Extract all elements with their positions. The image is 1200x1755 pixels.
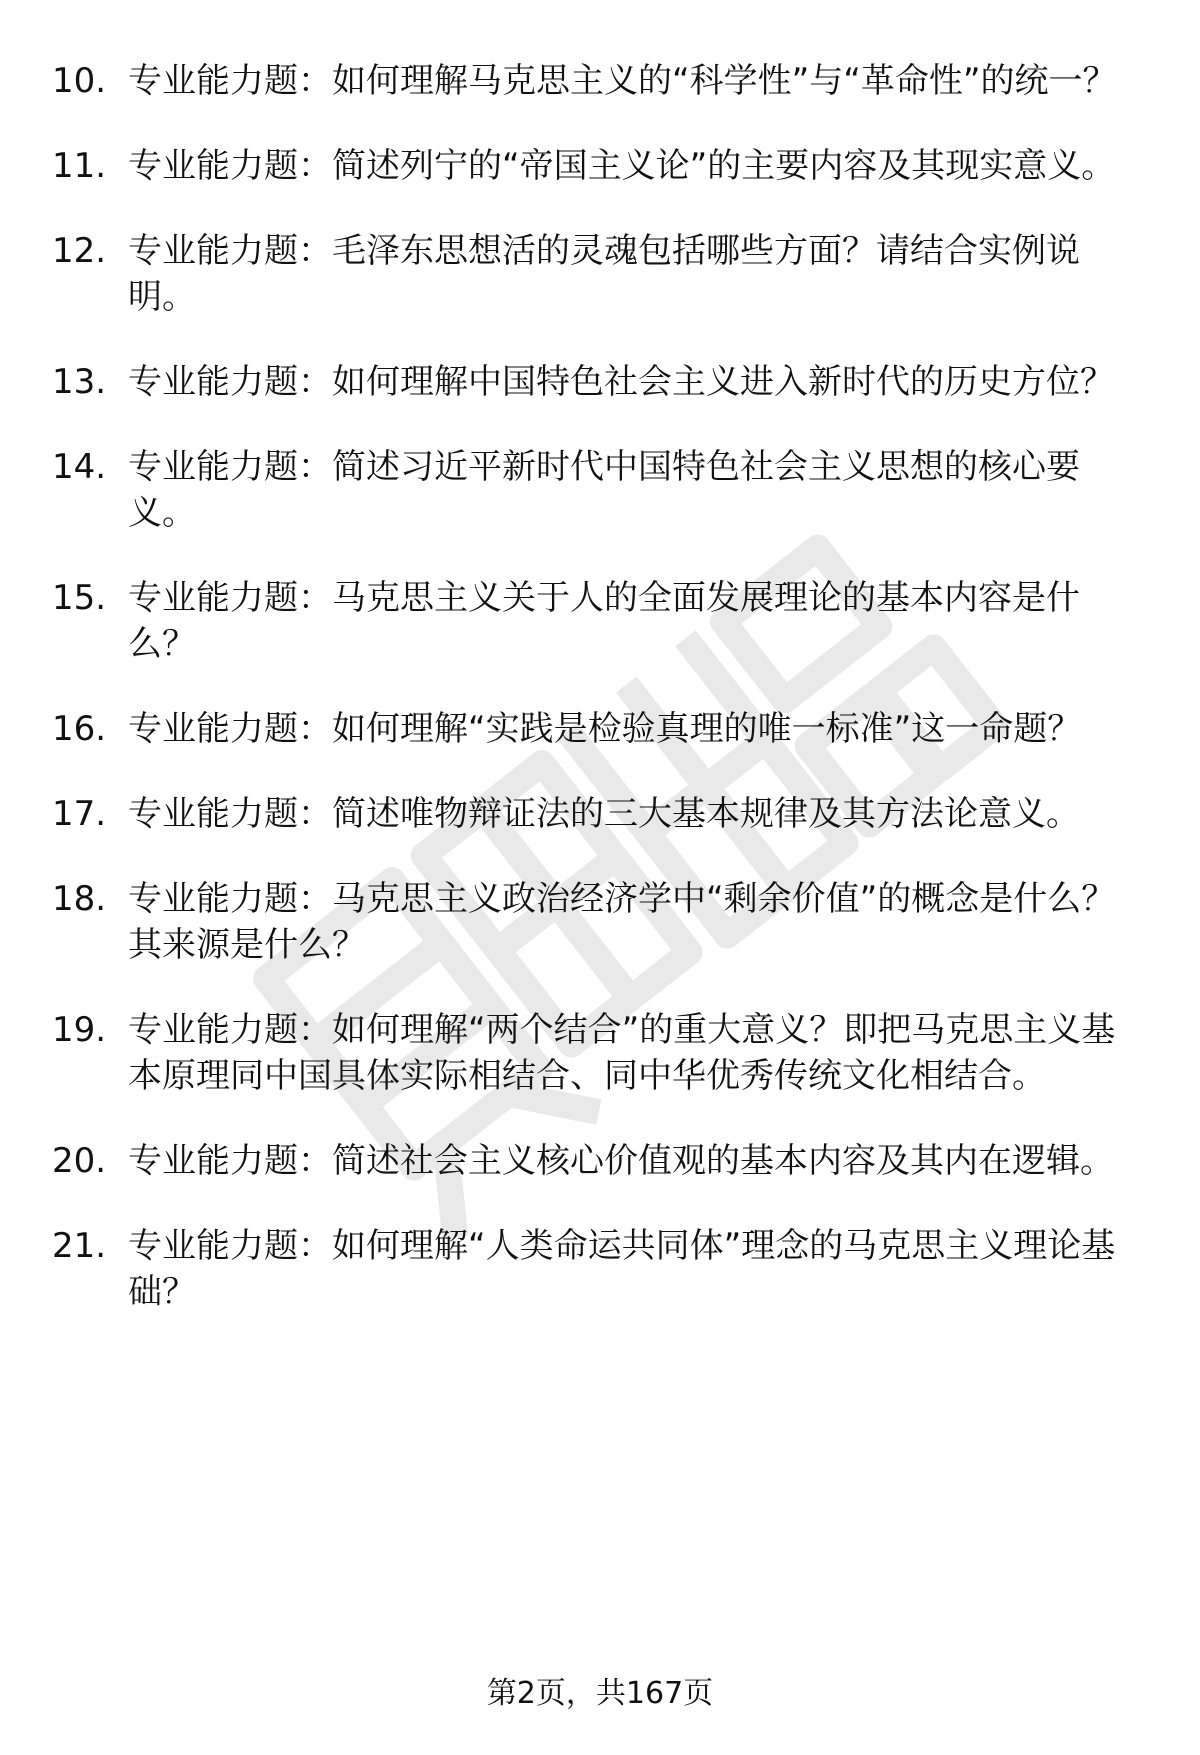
question-text: 专业能力题：如何理解马克思主义的“科学性”与“革命性”的统一？ [128, 61, 1117, 101]
question-item [52, 791, 1152, 837]
question-number: 20. [52, 1141, 107, 1181]
question-number: 14. [52, 447, 107, 487]
question-number: 12. [52, 231, 107, 271]
question-text: 专业能力题：简述社会主义核心价值观的基本内容及其内在逻辑。 [128, 1141, 1114, 1181]
page-footer: 第2页，共167页 [486, 1676, 714, 1711]
question-text: 专业能力题：马克思主义关于人的全面发展理论的基本内容是什么？ [128, 578, 1080, 664]
question-text: 专业能力题：简述唯物辩证法的三大基本规律及其方法论意义。 [128, 794, 1080, 834]
question-text: 专业能力题：简述习近平新时代中国特色社会主义思想的核心要义。 [128, 447, 1080, 533]
question-item [52, 58, 1152, 104]
question-item [52, 1138, 1152, 1184]
question-item [52, 1007, 1152, 1099]
question-item [52, 359, 1152, 405]
question-item [52, 143, 1152, 189]
question-item [52, 444, 1152, 536]
question-text: 专业能力题：毛泽东思想活的灵魂包括哪些方面？请结合实例说明。 [128, 231, 1080, 317]
question-number: 19. [52, 1010, 107, 1050]
question-text: 专业能力题：马克思主义政治经济学中“剩余价值”的概念是什么？其来源是什么？ [128, 879, 1116, 965]
question-number: 18. [52, 879, 107, 919]
question-item [52, 876, 1152, 968]
question-text: 专业能力题：如何理解中国特色社会主义进入新时代的历史方位？ [128, 362, 1114, 402]
question-number: 11. [52, 146, 107, 186]
question-text: 专业能力题：如何理解“两个结合”的重大意义？即把马克思主义基本原理同中国具体实际相结合、同中华优秀传统文化相结合。 [128, 1010, 1116, 1096]
question-number: 16. [52, 709, 107, 749]
question-number: 15. [52, 578, 107, 618]
question-item [52, 706, 1152, 752]
question-number: 21. [52, 1226, 107, 1266]
question-number: 10. [52, 61, 107, 101]
question-text: 专业能力题：如何理解“人类命运共同体”理念的马克思主义理论基础？ [128, 1226, 1116, 1312]
question-item [52, 575, 1152, 667]
question-item [52, 228, 1152, 320]
question-number: 17. [52, 794, 107, 834]
question-number: 13. [52, 362, 107, 402]
question-item [52, 1223, 1152, 1315]
question-text: 专业能力题：如何理解“实践是检验真理的唯一标准”这一命题？ [128, 709, 1082, 749]
question-list [52, 58, 1152, 1354]
question-text: 专业能力题：简述列宁的“帝国主义论”的主要内容及其现实意义。 [128, 146, 1116, 186]
